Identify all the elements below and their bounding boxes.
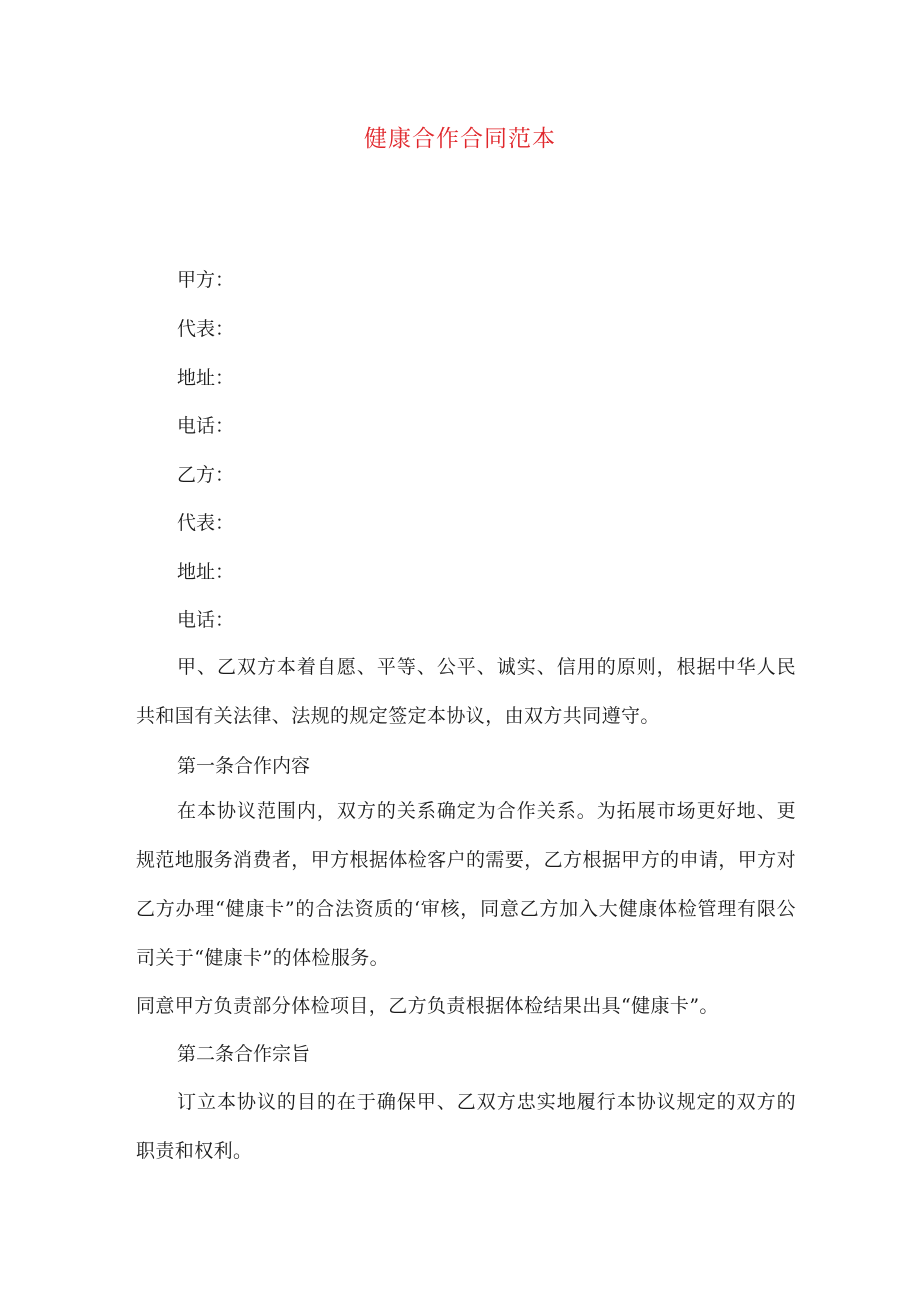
party-b-phone-label: 电话：	[177, 609, 235, 631]
party-b-name-label: 乙方：	[177, 464, 235, 486]
party-a-phone-label: 电话：	[177, 415, 235, 437]
article-2-paragraph: 订立本协议的目的在于确保甲、乙双方忠实地履行本协议规定的双方的职责和权利。	[136, 1091, 796, 1162]
party-b-address-label: 地址：	[177, 561, 235, 583]
article-2-heading: 第二条合作宗旨	[177, 1043, 311, 1065]
party-a-address-label: 地址：	[177, 367, 235, 389]
article-1-paragraph-2: 同意甲方负责部分体检项目，乙方负责根据体检结果出具“健康卡”。	[136, 995, 719, 1017]
intro-paragraph: 甲、乙双方本着自愿、平等、公平、诚实、信用的原则，根据中华人民共和国有关法律、法规的规定签定本协议，由双方共同遵守。	[136, 656, 796, 727]
party-a-name-label: 甲方：	[177, 269, 235, 291]
article-1-heading: 第一条合作内容	[177, 755, 311, 777]
document-title: 健康合作合同范本	[364, 126, 556, 152]
party-a-rep-label: 代表：	[177, 318, 235, 340]
article-1-paragraph: 在本协议范围内，双方的关系确定为合作关系。为拓展市场更好地、更规范地服务消费者，甲方根据体检客户的需要，乙方根据甲方的申请，甲方对乙方办理“健康卡”的合法资质的‘审核，同意乙方加入大健康体检管理有限公司关于“健康卡”的体检服务。	[136, 800, 796, 969]
party-b-rep-label: 代表：	[177, 512, 235, 534]
